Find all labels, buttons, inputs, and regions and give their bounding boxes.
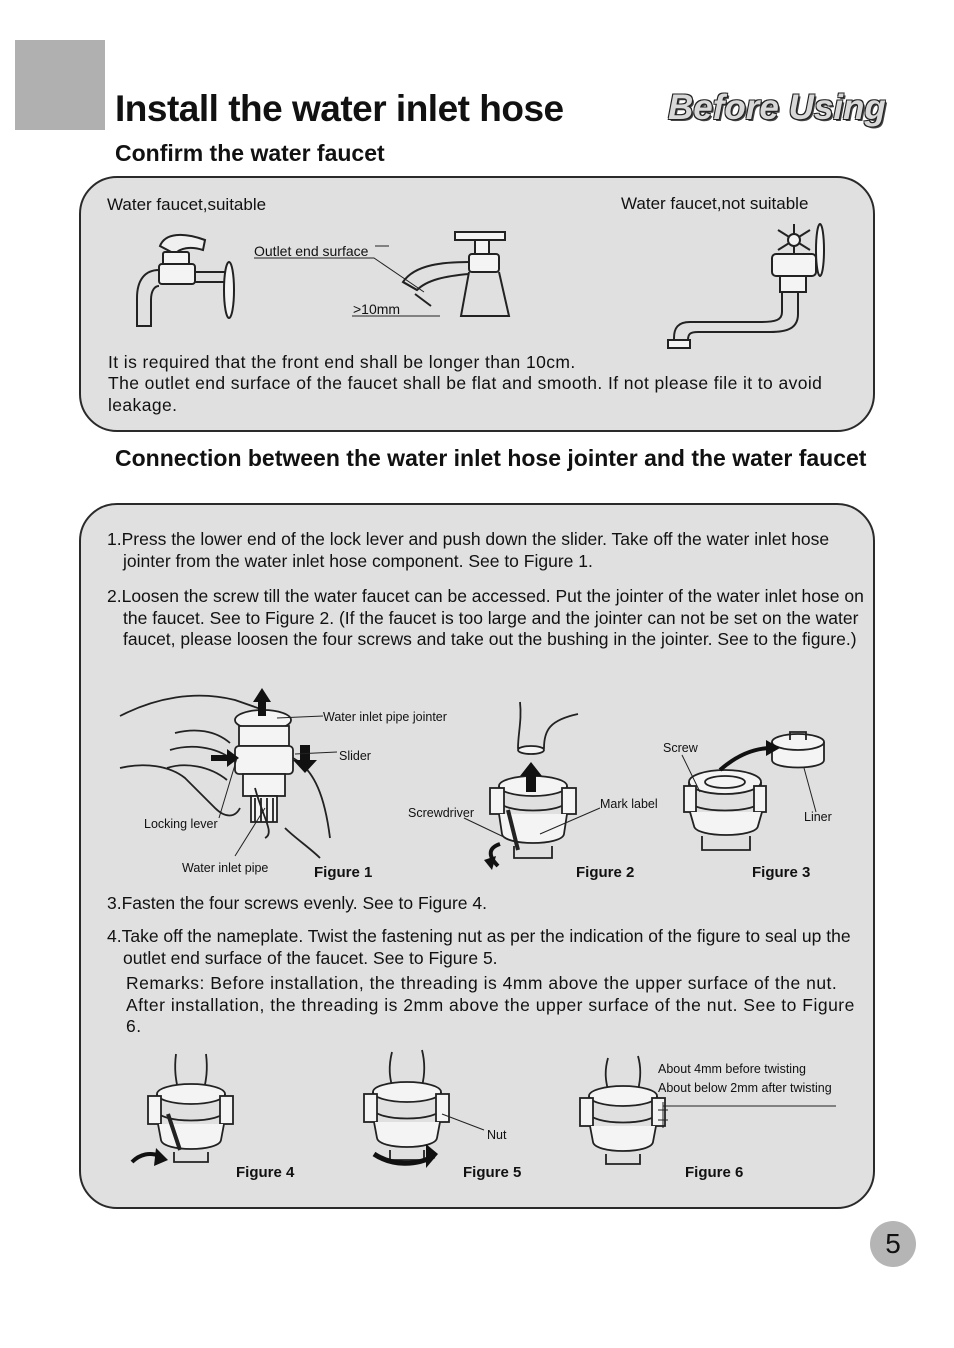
suitable-label: Water faucet,suitable (107, 195, 267, 214)
label-nut: Nut (487, 1128, 507, 1142)
figure-3-caption: Figure 3 (752, 864, 811, 881)
figure-5-illustration (352, 1048, 502, 1173)
label-liner: Liner (804, 810, 832, 824)
figure-2-caption: Figure 2 (576, 864, 635, 881)
faucet-2-leader-lines (254, 258, 454, 318)
faucet-note-2: The outlet end surface of the faucet shall be flat and smooth. If not please file it to avoid leakage. (108, 373, 823, 415)
label-water-inlet-pipe-jointer: Water inlet pipe jointer (323, 710, 447, 724)
figure-4-illustration (128, 1050, 238, 1175)
figure-1-illustration (115, 688, 355, 863)
figure-4-caption: Figure 4 (236, 1164, 295, 1181)
label-slider: Slider (339, 749, 371, 763)
faucet-not-suitable-illustration (660, 220, 835, 355)
label-locking-lever: Locking lever (144, 817, 218, 831)
page-number: 5 (870, 1221, 916, 1267)
header-gray-block (15, 40, 105, 130)
label-screwdriver: Screwdriver (408, 806, 474, 820)
remarks: Remarks: Before installation, the threading is 4mm above the upper surface of the nut. After installation, the threading is 2mm above the upper surface of the nut. See to Figure 6. (126, 973, 855, 1036)
faucet-note-1: It is required that the front end shall be longer than 10cm. (108, 352, 576, 372)
label-about-2mm: About below 2mm after twisting (658, 1081, 832, 1095)
figure-2-illustration (470, 690, 620, 870)
figure-6-caption: Figure 6 (685, 1164, 744, 1181)
not-suitable-label: Water faucet,not suitable (621, 194, 809, 213)
step-1: 1.Press the lower end of the lock lever and push down the slider. Take off the water inlet hose jointer from the water inlet hose component. See to Figure 1. (107, 529, 830, 571)
page-title: Install the water inlet hose (115, 88, 564, 129)
figure-3-illustration (680, 730, 840, 865)
step-3: 3.Fasten the four screws evenly. See to Figure 4. (107, 893, 488, 913)
label-about-4mm: About 4mm before twisting (658, 1062, 806, 1076)
faucet-heading: Confirm the water faucet (115, 140, 385, 166)
step-4: 4.Take off the nameplate. Twist the fastening nut as per the indication of the figure to seal up the outlet end surface of the faucet. See to Figure 5. (107, 926, 851, 968)
faucet-suitable-1-illustration (125, 228, 240, 333)
outlet-label: Outlet end surface (254, 243, 369, 259)
section-title: Before Using (668, 88, 886, 127)
figure-1-caption: Figure 1 (314, 864, 373, 881)
label-mark-label: Mark label (600, 797, 658, 811)
step-2: 2.Loosen the screw till the water faucet can be accessed. Put the jointer of the water inlet hose on the faucet. See to Figure 2. (If the faucet is too large and the jointer can not be set on the water faucet, please loosen the four screws and take out the bushing in the jointer. See to the figure.) (107, 586, 864, 649)
label-screw: Screw (663, 741, 698, 755)
length-label: >10mm (353, 301, 401, 317)
label-water-inlet-pipe: Water inlet pipe (182, 861, 269, 875)
connection-heading: Connection between the water inlet hose jointer and the water faucet (115, 445, 867, 471)
figure-5-caption: Figure 5 (463, 1164, 522, 1181)
